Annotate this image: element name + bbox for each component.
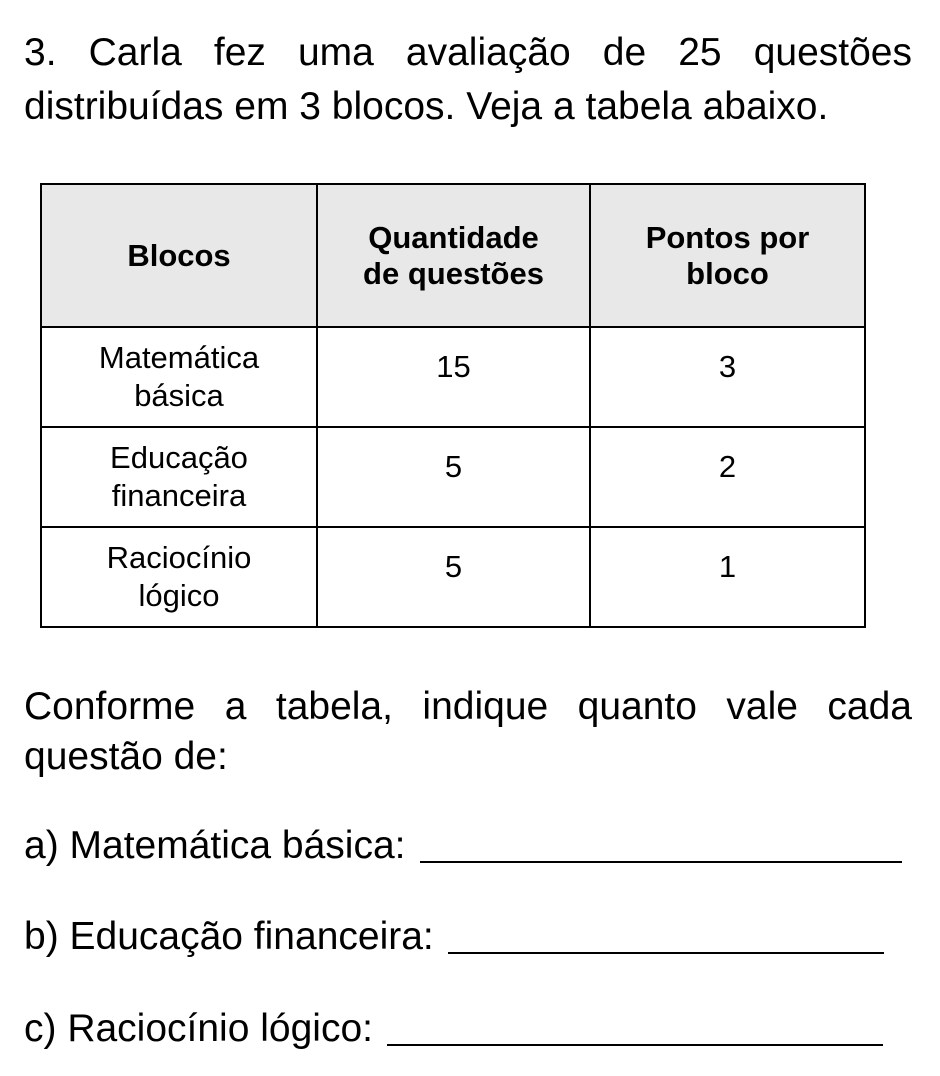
question-line-1: Conforme a tabela, indique quanto vale cada — [24, 685, 912, 728]
table-header-row — [41, 184, 865, 327]
questions-cell — [317, 527, 590, 627]
exercise-statement — [24, 26, 912, 134]
points-value: 2 — [718, 449, 737, 484]
answer-item-a — [24, 821, 902, 871]
points-cell — [590, 527, 865, 627]
questions-value: 15 — [436, 349, 471, 384]
blocks-table — [40, 183, 866, 628]
header-quantidade — [317, 184, 590, 327]
answer-blank-a[interactable] — [420, 827, 902, 863]
answer-label-b: b) Educação financeira: — [24, 915, 434, 958]
statement-line-2: distribuídas em 3 blocos. Veja a tabela abaixo. — [24, 85, 829, 128]
block-name-line2: lógico — [138, 578, 220, 613]
questions-value: 5 — [444, 449, 463, 484]
header-blocos-text: Blocos — [127, 237, 231, 273]
block-name-line1: Raciocínio — [106, 540, 252, 575]
points-value: 3 — [718, 349, 737, 384]
block-name-cell — [41, 427, 317, 527]
header-blocos — [41, 184, 317, 327]
block-name-cell — [41, 327, 317, 427]
block-name-line2: financeira — [111, 478, 247, 513]
answer-label-c: c) Raciocínio lógico: — [24, 1007, 373, 1050]
question-line-2: questão de: — [24, 735, 228, 778]
table-row — [41, 427, 865, 527]
question-prompt — [24, 682, 912, 782]
header-pontos — [590, 184, 865, 327]
answer-label-a: a) Matemática básica: — [24, 824, 406, 867]
header-quantidade-line1: Quantidade — [368, 219, 539, 255]
block-name-cell — [41, 527, 317, 627]
answer-item-b — [24, 912, 884, 962]
statement-line-1: 3. Carla fez uma avaliação de 25 questões — [24, 31, 912, 74]
points-cell — [590, 327, 865, 427]
questions-cell — [317, 427, 590, 527]
header-quantidade-line2: de questões — [363, 255, 544, 291]
table-row — [41, 327, 865, 427]
header-pontos-line1: Pontos por — [645, 219, 810, 255]
block-name-line1: Matemática — [98, 340, 260, 375]
points-value: 1 — [718, 549, 737, 584]
block-name-line2: básica — [134, 378, 224, 413]
answer-item-c — [24, 1004, 883, 1054]
table-row — [41, 527, 865, 627]
answer-blank-c[interactable] — [387, 1010, 883, 1046]
questions-cell — [317, 327, 590, 427]
block-name-line1: Educação — [110, 440, 248, 475]
header-pontos-line2: bloco — [686, 255, 769, 291]
answer-blank-b[interactable] — [448, 918, 884, 954]
questions-value: 5 — [444, 549, 463, 584]
points-cell — [590, 427, 865, 527]
